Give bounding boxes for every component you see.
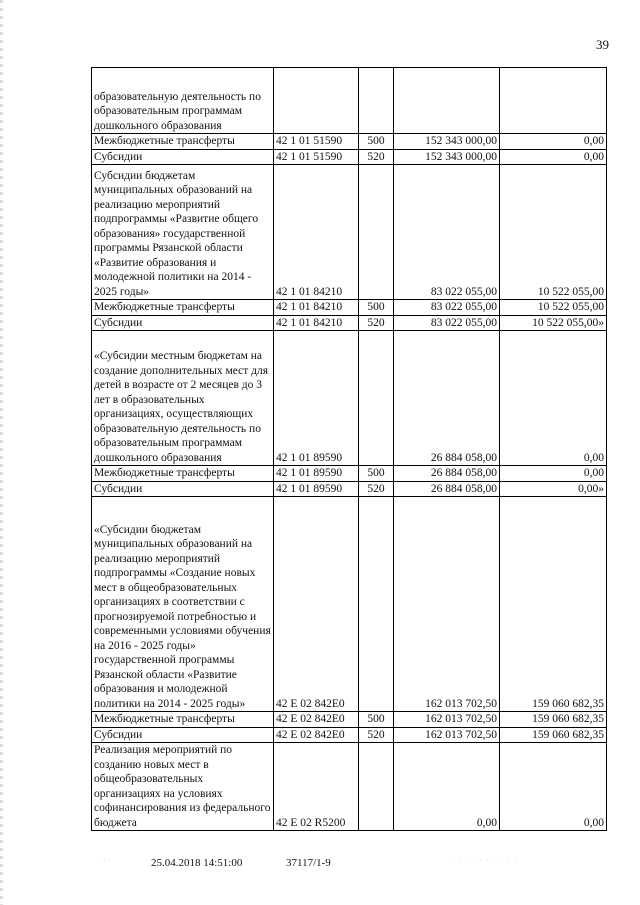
footer-datetime: 25.04.2018 14:51:00: [151, 857, 243, 869]
table-row: [92, 497, 607, 712]
row-sum-2018-cell: 26 884 058,00: [394, 481, 500, 497]
row-sum-change-cell: 159 060 682,35: [500, 727, 607, 743]
row-sum-change-cell: 0,00: [500, 149, 607, 165]
table-row: [92, 466, 607, 482]
budget-table-body: [92, 68, 607, 831]
row-sum-2018-cell: 83 022 055,00: [394, 165, 500, 300]
row-name-cell: Межбюджетные трансферты: [92, 712, 274, 728]
row-sum-change-cell: 159 060 682,35: [500, 497, 607, 712]
row-code-cell: 42 1 01 51590: [274, 149, 359, 165]
page-number: 39: [596, 37, 609, 52]
row-sum-change-cell: 0,00: [500, 743, 607, 831]
row-sum-change-cell: 10 522 055,00: [500, 300, 607, 316]
row-sum-2018-cell: 26 884 058,00: [394, 466, 500, 482]
row-type-cell: 520: [359, 481, 394, 497]
row-name-cell: «Субсидии бюджетам муниципальных образований на реализацию мероприятий подпрограммы «Создание новых мест в общеобразовательных организациях в соответствии с прогнозируемой потребностью и современными условиями обучения на 2016 - 2025 годы» государственной программы Рязанской области «Развитие образования и молодежной политики на 2014 - 2025 годы»: [92, 497, 274, 712]
table-row: [92, 315, 607, 331]
row-sum-2018-cell: 162 013 702,50: [394, 727, 500, 743]
row-type-cell: [359, 165, 394, 300]
table-row: [92, 149, 607, 165]
row-sum-change-cell: 0,00: [500, 331, 607, 466]
row-sum-change-cell: 10 522 055,00»: [500, 315, 607, 331]
row-sum-2018-cell: 162 013 702,50: [394, 712, 500, 728]
row-sum-2018-cell: 83 022 055,00: [394, 300, 500, 316]
table-row: [92, 712, 607, 728]
row-code-cell: 42 E 02 842E0: [274, 712, 359, 728]
row-type-cell: 500: [359, 712, 394, 728]
row-type-cell: 520: [359, 727, 394, 743]
table-row: [92, 300, 607, 316]
row-name-cell: Межбюджетные трансферты: [92, 300, 274, 316]
row-code-cell: 42 1 01 89590: [274, 466, 359, 482]
row-name-cell: Субсидии: [92, 481, 274, 497]
row-type-cell: [359, 68, 394, 134]
row-sum-2018-cell: 0,00: [394, 743, 500, 831]
row-type-cell: 500: [359, 134, 394, 150]
row-sum-2018-cell: [394, 68, 500, 134]
faint-stamp-mark: · · · · · · · · · ·: [452, 856, 518, 865]
footer-doc-number: 37117/1-9: [286, 857, 331, 869]
row-sum-change-cell: 0,00»: [500, 481, 607, 497]
row-name-cell: образовательную деятельность по образовательным программам дошкольного образования: [92, 68, 274, 134]
faint-stamp-mark: ·:·: [100, 856, 111, 865]
row-sum-2018-cell: 83 022 055,00: [394, 315, 500, 331]
row-sum-change-cell: 0,00: [500, 466, 607, 482]
row-sum-change-cell: 10 522 055,00: [500, 165, 607, 300]
row-sum-change-cell: 0,00: [500, 134, 607, 150]
table-row: [92, 68, 607, 134]
row-type-cell: 520: [359, 315, 394, 331]
row-type-cell: 500: [359, 466, 394, 482]
row-name-cell: Межбюджетные трансферты: [92, 466, 274, 482]
budget-table: [91, 67, 607, 831]
row-type-cell: [359, 331, 394, 466]
row-name-cell: Межбюджетные трансферты: [92, 134, 274, 150]
table-row: [92, 331, 607, 466]
row-type-cell: [359, 497, 394, 712]
row-type-cell: 500: [359, 300, 394, 316]
row-code-cell: 42 1 01 84210: [274, 165, 359, 300]
table-row: [92, 165, 607, 300]
row-code-cell: 42 1 01 89590: [274, 331, 359, 466]
row-code-cell: [274, 68, 359, 134]
table-row: [92, 134, 607, 150]
row-name-cell: «Субсидии местным бюджетам на создание дополнительных мест для детей в возрасте от 2 месяцев до 3 лет в образовательных организациях, осуществляющих образовательную деятельность по образовательным программам дошкольного образования: [92, 331, 274, 466]
row-sum-2018-cell: 152 343 000,00: [394, 149, 500, 165]
row-code-cell: 42 E 02 R5200: [274, 743, 359, 831]
row-code-cell: 42 1 01 89590: [274, 481, 359, 497]
row-sum-2018-cell: 152 343 000,00: [394, 134, 500, 150]
table-row: [92, 727, 607, 743]
table-row: [92, 743, 607, 831]
row-code-cell: 42 1 01 84210: [274, 315, 359, 331]
row-type-cell: [359, 743, 394, 831]
row-sum-2018-cell: 26 884 058,00: [394, 331, 500, 466]
row-sum-2018-cell: 162 013 702,50: [394, 497, 500, 712]
row-name-cell: Субсидии бюджетам муниципальных образований на реализацию мероприятий подпрограммы «Развитие общего образования» государственной программы Рязанской области «Развитие образования и молодежной политики на 2014 - 2025 годы»: [92, 165, 274, 300]
row-name-cell: Субсидии: [92, 149, 274, 165]
row-sum-change-cell: [500, 68, 607, 134]
row-code-cell: 42 1 01 84210: [274, 300, 359, 316]
row-code-cell: 42 1 01 51590: [274, 134, 359, 150]
row-name-cell: Реализация мероприятий по созданию новых мест в общеобразовательных организациях на условиях софинансирования из федерального бюджета: [92, 743, 274, 831]
row-sum-change-cell: 159 060 682,35: [500, 712, 607, 728]
row-type-cell: 520: [359, 149, 394, 165]
row-name-cell: Субсидии: [92, 315, 274, 331]
table-row: [92, 481, 607, 497]
row-code-cell: 42 E 02 842E0: [274, 727, 359, 743]
row-name-cell: Субсидии: [92, 727, 274, 743]
scan-edge: [0, 0, 3, 905]
row-code-cell: 42 E 02 842E0: [274, 497, 359, 712]
